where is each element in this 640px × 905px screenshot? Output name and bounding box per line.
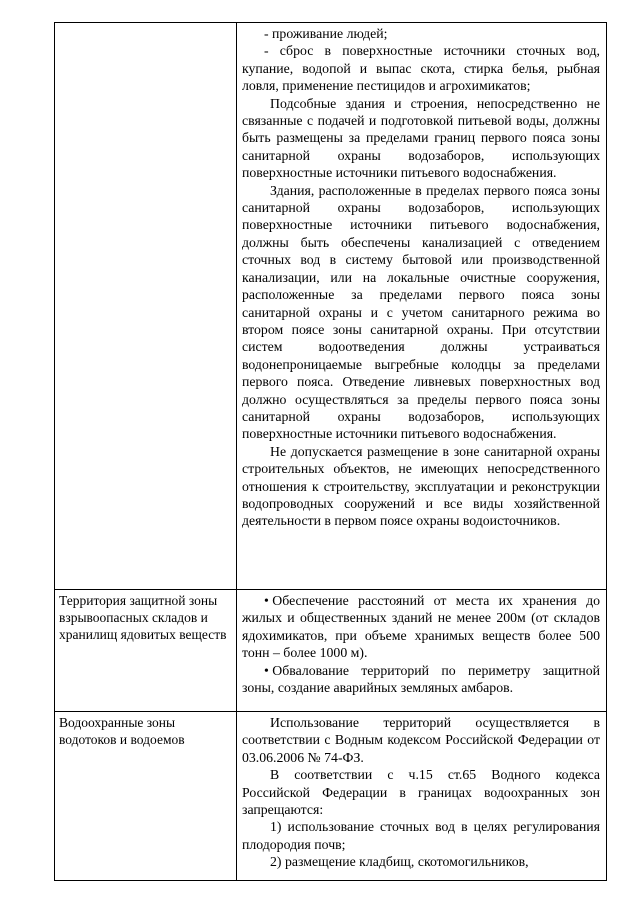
- restrictions-table: [54, 22, 607, 881]
- paragraph: Не допускается размещение в зоне санитарной охраны строительных объектов, не имеющих непосредственного отношения к строительству, эксплуатации и реконструкции водопроводных сооружений и все виды хозяйственной деятельности в первом поясе охраны водоисточников.: [242, 443, 600, 529]
- list-item: 2) размещение кладбищ, скотомогильников,: [270, 854, 529, 870]
- row-label: Территория защитной зоны взрывоопасных складов и хранилищ ядовитых веществ: [59, 593, 227, 642]
- row-label-cell: [55, 712, 237, 881]
- bullet-icon: •: [264, 593, 269, 608]
- row-label-cell: [55, 23, 237, 590]
- table-row: [55, 712, 607, 881]
- table-row: [55, 23, 607, 590]
- row-label: [55, 23, 236, 25]
- row-label-cell: [55, 590, 237, 712]
- bullet-item: • Обвалование территорий по периметру защитной зоны, создание аварийных земляных амбаров.: [242, 662, 600, 696]
- paragraph: Подсобные здания и строения, непосредственно не связанные с подачей и подготовкой питьевой воды, должны быть размещены за пределами границ первого пояса зоны санитарной охраны водозаборов, использующих поверхностные источники питьевого водоснабжения.: [242, 95, 600, 181]
- row-content-cell: [237, 712, 607, 881]
- list-item: - проживание людей;: [264, 26, 388, 41]
- row-label: Водоохранные зоны водотоков и водоемов: [59, 715, 185, 747]
- list-item: - сброс в поверхностные источники сточных вод, купание, водопой и выпас скота, стирка белья, рыбная ловля, применение пестицидов и агрохимикатов;: [242, 43, 600, 94]
- bullet-item: • Обеспечение расстояний от места их хранения до жилых и общественных зданий не менее 200м (от складов ядохимикатов, при объеме хранимых веществ более 500 тонн – более 1000 м).: [242, 593, 600, 661]
- row-content-cell: [237, 590, 607, 712]
- bullet-icon: •: [264, 662, 269, 678]
- paragraph: Использование территорий осуществляется в соответствии с Водным кодексом Российской Федерации от 03.06.2006 № 74-ФЗ.: [242, 715, 600, 765]
- list-item: 1) использование сточных вод в целях регулирования плодородия почв;: [242, 819, 600, 852]
- table-row: [55, 590, 607, 712]
- paragraph: Здания, расположенные в пределах первого пояса зоны санитарной охраны водозаборов, использующих поверхностные источники питьевого водоснабжения, должны быть обеспечены канализацией с отведением сточных вод в систему бытовой или производственной канализации, или на локальные очистные сооружения, расположенные за пределами первого пояса зоны санитарной охраны и с учетом санитарного режима во втором поясе зоны санитарной охраны. При отсутствии систем водоотведения должны устраиваться водонепроницаемые выгребные колодцы за пределами первого пояса. Отведение ливневых поверхностных вод должно осуществляться за пределы первого пояса зоны санитарной охраны водозаборов, использующих поверхностные источники питьевого водоснабжения.: [242, 182, 600, 442]
- paragraph: В соответствии с ч.15 ст.65 Водного кодекса Российской Федерации в границах водоохранных зон запрещаются:: [242, 767, 600, 818]
- row-content-cell: [237, 23, 607, 590]
